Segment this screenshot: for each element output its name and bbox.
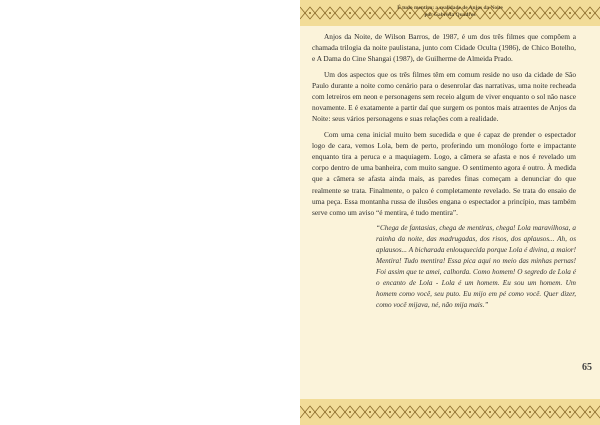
ornament-dot bbox=[589, 411, 591, 413]
block-quote: “Chega de fantasias, chega de mentiras, chega! Lola maravilhosa, a rainha da noite, das madrugadas, dos risos, dos aplausos... Ah, os aplausos... A bicharada enlouquecida porque Lola é divina, a maior! Mentira! Tudo mentira! Essa pica aqui no meio das minhas pernas! Foi assim que te amei, calhorda. Como homem! O segredo de Lola é o encanto de Lola - Lola é um homem. Eu sou um homem. Um homem como você, seu puto. Eu mijo em pé como você. Quer dizer, como você mijava, né, não mija mais.” bbox=[376, 224, 576, 310]
ornament-dot bbox=[529, 411, 531, 413]
ornament-dot bbox=[349, 411, 351, 413]
ornament-dot bbox=[329, 411, 331, 413]
running-header bbox=[300, 5, 600, 18]
ornament-dot bbox=[569, 411, 571, 413]
paragraph: Um dos aspectos que os três filmes têm em comum reside no uso da cidade de São Paulo durante a noite como cenário para o desenrolar das narrativas, uma noite recheada com letreiros em neon e personagens sem receio algum de viver enquanto o sol não nasce novamente. E é exatamente a partir daí que surgem os pontos mais atraentes de Anjos da Noite: seus vários personagens e suas relações com a realidade. bbox=[312, 69, 576, 124]
bottom-ornamental-border bbox=[300, 399, 600, 425]
ornament-dot bbox=[469, 411, 471, 413]
running-header-author: por Gabriela Quadros bbox=[424, 11, 476, 18]
ornament-dot bbox=[369, 411, 371, 413]
ornament-dot bbox=[409, 411, 411, 413]
ornament-dot bbox=[549, 411, 551, 413]
body-text bbox=[312, 31, 576, 311]
ornament-dot bbox=[449, 411, 451, 413]
ornament-dot bbox=[509, 411, 511, 413]
ornament-dot bbox=[429, 411, 431, 413]
ornament-dot bbox=[389, 411, 391, 413]
page-number: 65 bbox=[582, 362, 592, 373]
paragraph: Anjos da Noite, de Wilson Barros, de 1987, é um dos três filmes que compõem a chamada trilogia da noite paulistana, junto com Cidade Oculta (1986), de Chico Botelho, e A Dama do Cine Shangai (1987), de Guilherme de Almeida Prado. bbox=[312, 32, 576, 64]
ornament-dot bbox=[489, 411, 491, 413]
ornament-dot bbox=[309, 411, 311, 413]
paragraph: Com uma cena inicial muito bem sucedida e que é capaz de prender o espectador logo de cara, vemos Lola, bem de perto, proferindo um monólogo forte e impactante enquanto tira a peruca e a maquiagem. Logo, a câmera se afasta e nos é revelado um corpo dentro de uma banheira, com muito sangue. O sentimento agora é outro. À medida que a câmera se afasta ainda mais, as paredes finas começam a denunciar do que realmente se trata. Finalmente, o palco é completamente revelado. Se trata do ensaio de uma peça. Essa montanha russa de ilusões engana o espectador a princípio, mas também serve como um aviso “é mentira, é tudo mentira”. bbox=[312, 129, 576, 218]
running-header-title: É tudo mentira: a realidade de Anjos da Noite bbox=[397, 5, 503, 11]
